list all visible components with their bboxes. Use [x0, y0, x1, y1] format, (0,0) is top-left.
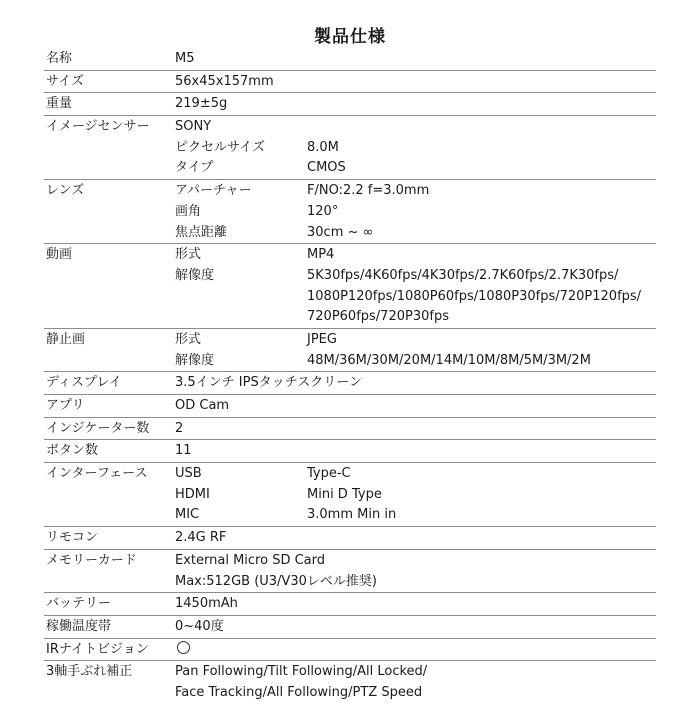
spec-row-photo: [44, 329, 656, 372]
spec-label: 動画: [46, 247, 73, 263]
spec-value: Max:512GB (U3/V30レベル推奨): [175, 573, 377, 589]
spec-row-indicators: [44, 418, 656, 441]
spec-label: 重量: [46, 96, 73, 112]
spec-label: インジケーター数: [46, 420, 150, 436]
supported-circle-icon: [177, 641, 190, 654]
spec-label: イメージセンサー: [46, 119, 150, 135]
spec-value: 48M/36M/30M/20M/14M/10M/8M/5M/3M/2M: [307, 352, 591, 368]
spec-label: 静止画: [46, 331, 86, 347]
spec-value: 2.4G RF: [175, 530, 227, 546]
spec-sublabel: ピクセルサイズ: [175, 139, 265, 155]
page-title: 製品仕様: [314, 27, 386, 47]
spec-sublabel: HDMI: [175, 486, 210, 502]
spec-value: 11: [175, 443, 192, 459]
spec-value: 56x45x157mm: [175, 73, 274, 89]
spec-label: バッテリー: [46, 596, 112, 612]
spec-sublabel: 解像度: [175, 267, 215, 283]
spec-sublabel: USB: [175, 466, 202, 482]
spec-value: Pan Following/Tilt Following/All Locked/: [175, 664, 428, 680]
spec-sublabel: MIC: [175, 507, 200, 523]
spec-value: SONY: [175, 119, 212, 135]
spec-value: 3.0mm Min in: [307, 507, 397, 523]
spec-value: 3.5インチ IPSタッチスクリーン: [175, 375, 362, 391]
spec-value: 1080P120fps/1080P60fps/1080P30fps/720P120fps/: [307, 288, 642, 304]
spec-sublabel: 形式: [175, 331, 202, 347]
spec-value: 219±5g: [175, 96, 228, 112]
spec-value: M5: [175, 51, 195, 66]
spec-value: Type-C: [307, 466, 351, 482]
spec-row-name: [44, 48, 656, 71]
spec-row-video: [44, 244, 656, 329]
spec-value: Face Tracking/All Following/PTZ Speed: [175, 684, 423, 700]
spec-row-app: [44, 395, 656, 418]
spec-row-ir: [44, 639, 656, 662]
spec-value: 30cm ~ ∞: [307, 224, 374, 240]
spec-row-battery: [44, 593, 656, 616]
spec-value: 5K30fps/4K60fps/4K30fps/2.7K60fps/2.7K30fps/: [307, 267, 619, 283]
spec-value: F/NO:2.2 f=3.0mm: [307, 183, 430, 199]
spec-value: MP4: [307, 247, 335, 263]
spec-value: Mini D Type: [307, 486, 382, 502]
spec-label: ディスプレイ: [46, 375, 122, 391]
spec-label: アプリ: [46, 398, 85, 413]
spec-table: [44, 48, 656, 704]
spec-value: 8.0M: [307, 139, 339, 155]
spec-value: 0~40度: [175, 618, 224, 634]
spec-row-size: [44, 71, 656, 94]
spec-sublabel: タイプ: [175, 160, 214, 176]
spec-sublabel: 形式: [175, 247, 202, 263]
spec-value: 1450mAh: [175, 596, 238, 612]
spec-value: 2: [175, 420, 184, 436]
spec-row-sensor: [44, 116, 656, 180]
spec-label: ボタン数: [46, 443, 99, 459]
spec-label: リモコン: [46, 530, 99, 546]
spec-row-interface: [44, 463, 656, 527]
spec-label: メモリーカード: [46, 552, 137, 568]
spec-sublabel: アパーチャー: [175, 183, 252, 199]
spec-value: CMOS: [307, 160, 346, 176]
spec-value: 120°: [307, 203, 339, 219]
spec-value: External Micro SD Card: [175, 552, 325, 568]
spec-label: サイズ: [46, 73, 84, 89]
spec-label: レンズ: [46, 183, 85, 199]
spec-label: インターフェース: [46, 466, 148, 482]
spec-label: 3軸手ぶれ補正: [46, 664, 133, 680]
spec-row-buttons: [44, 440, 656, 463]
spec-sublabel: 解像度: [175, 352, 215, 368]
spec-row-lens: [44, 180, 656, 244]
spec-value: [175, 640, 656, 661]
spec-value: 720P60fps/720P30fps: [307, 309, 449, 325]
spec-row-display: [44, 372, 656, 395]
spec-sublabel: 焦点距離: [175, 224, 228, 240]
spec-label: 名称: [46, 51, 73, 66]
spec-row-gimbal: [44, 661, 656, 703]
spec-row-remote: [44, 527, 656, 550]
spec-row-temperature: [44, 616, 656, 639]
spec-value: OD Cam: [175, 398, 230, 413]
spec-label: IRナイトビジョン: [46, 641, 149, 657]
spec-label: 稼働温度帯: [46, 618, 112, 634]
spec-row-memory: [44, 550, 656, 593]
spec-row-weight: [44, 93, 656, 116]
spec-value: JPEG: [307, 331, 337, 347]
spec-sublabel: 画角: [175, 203, 202, 219]
